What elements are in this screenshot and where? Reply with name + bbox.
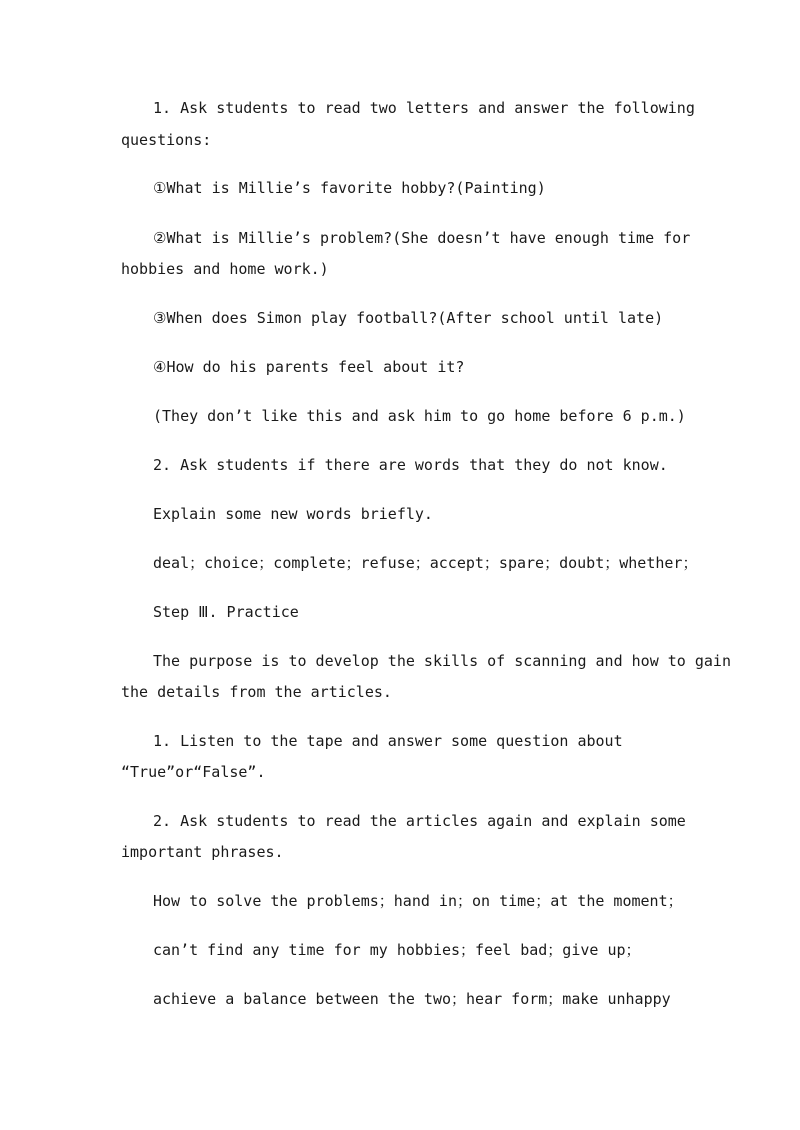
paragraph-line: 2. Ask students if there are words that they do not know. (153, 456, 668, 474)
paragraph-line: 2. Ask students to read the articles again and explain some (153, 812, 686, 830)
paragraph-line: important phrases. (121, 843, 284, 861)
question-line: ④How do his parents feel about it? (153, 358, 465, 376)
question-line: ③When does Simon play football?(After school until late) (153, 309, 664, 327)
paragraph-line: the details from the articles. (121, 683, 392, 701)
answer-line: (They don’t like this and ask him to go home before 6 p.m.) (153, 407, 686, 425)
phrase-line: How to solve the problems；hand in；on time；at the moment； (153, 892, 683, 910)
paragraph-line: The purpose is to develop the skills of scanning and how to gain (153, 652, 731, 670)
question-line: hobbies and home work.) (121, 260, 329, 278)
vocabulary-line: deal；choice；complete；refuse；accept；spare；doubt；whether； (153, 554, 698, 572)
question-line: ②What is Millie’s problem?(She doesn’t have enough time for (153, 229, 691, 247)
paragraph-line: Explain some new words briefly. (153, 505, 433, 523)
paragraph-line: 1. Ask students to read two letters and answer the following (153, 99, 695, 117)
phrase-line: achieve a balance between the two；hear form；make unhappy (153, 990, 671, 1008)
section-heading: Step Ⅲ. Practice (153, 603, 299, 621)
phrase-line: can’t find any time for my hobbies；feel bad；give up； (153, 941, 641, 959)
paragraph-line: questions: (121, 131, 212, 149)
paragraph-line: “True”or“False”. (121, 763, 266, 781)
paragraph-line: 1. Listen to the tape and answer some question about (153, 732, 623, 750)
question-line: ①What is Millie’s favorite hobby?(Painting) (153, 179, 546, 197)
